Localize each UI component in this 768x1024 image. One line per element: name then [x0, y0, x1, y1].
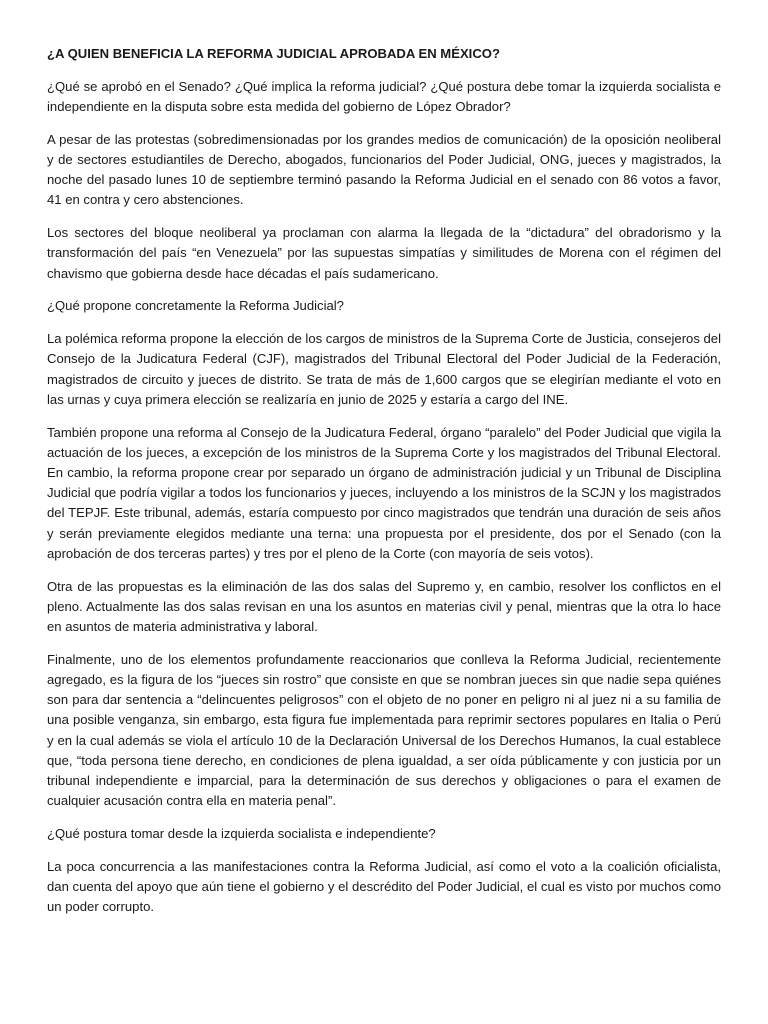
paragraph-intro-questions: ¿Qué se aprobó en el Senado? ¿Qué implica la reforma judicial? ¿Qué postura debe tomar la izquierda socialista e independiente en la disputa sobre esta medida del gobierno de López Obrador?	[47, 78, 721, 114]
paragraph-supreme-court-chambers: Otra de las propuestas es la eliminación de las dos salas del Supremo y, en cambio, resolver los conflictos en el pleno. Actualmente las dos salas revisan en una los asuntos en materias civil y penal, mientras que la otra lo hace en asuntos de materia administrativa y laboral.	[47, 578, 721, 635]
document-title: ¿A QUIEN BENEFICIA LA REFORMA JUDICIAL APROBADA EN MÉXICO?	[47, 46, 500, 61]
section-heading-proposal: ¿Qué propone concretamente la Reforma Judicial?	[47, 298, 344, 314]
paragraph-conclusion: La poca concurrencia a las manifestaciones contra la Reforma Judicial, así como el voto a la coalición oficialista, dan cuenta del apoyo que aún tiene el gobierno y el descrédito del Poder Judicial, el cual es visto por muchos como un poder corrupto.	[47, 858, 721, 915]
section-heading-stance: ¿Qué postura tomar desde la izquierda socialista e independiente?	[47, 826, 436, 842]
document-body	[47, 44, 721, 930]
paragraph-faceless-judges: Finalmente, uno de los elementos profundamente reaccionarios que conlleva la Reforma Judicial, recientemente agregado, es la figura de los “jueces sin rostro” que consiste en que se nombran jueces sin que nadie sepa quiénes son para dar sentencia a “delincuentes peligrosos” con el objeto de no poner en peligro ni al juez ni a su familia de una posible venganza, sin embargo, esta figura fue implementada para reprimir sectores populares en Italia o Perú y en la cual además se viola el artículo 10 de la Declaración Universal de los Derechos Humanos, la cual establece que, “toda persona tiene derecho, en condiciones de plena igualdad, a ser oída públicamente y con justicia por un tribunal independiente e imparcial, para la determinación de sus derechos y obligaciones o para el examen de cualquier acusación contra ella en materia penal”.	[47, 651, 721, 809]
paragraph-neoliberal-bloc: Los sectores del bloque neoliberal ya proclaman con alarma la llegada de la “dictadura” del obradorismo y la transformación del país “en Venezuela” por las supuestas simpatías y similitudes de Morena con el régimen del chavismo que gobierna desde hace décadas el país sudamericano.	[47, 225, 721, 281]
paragraph-senate-vote: A pesar de las protestas (sobredimensionadas por los grandes medios de comunicación) de la oposición neoliberal y de sectores estudiantiles de Derecho, abogados, funcionarios del Poder Judicial, ONG, jueces y magistrados, la noche del pasado lunes 10 de septiembre terminó pasando la Reforma Judicial en el senado con 86 votos a favor, 41 en contra y cero abstenciones.	[47, 131, 721, 208]
paragraph-judicature-council: También propone una reforma al Consejo de la Judicatura Federal, órgano “paralelo” del Poder Judicial que vigila la actuación de los jueces, a excepción de los ministros de la Suprema Corte y los magistrados del Tribunal Electoral. En cambio, la reforma propone crear por separado un órgano de administración judicial y un Tribunal de Disciplina Judicial que podría vigilar a todos los funcionarios y jueces, incluyendo a los ministros de la SCJN y los magistrados del TEPJF. Este tribunal, además, estaría compuesto por cinco magistrados que tendrán una duración de seis años y serán previamente elegidos mediante una terna: una propuesta por el presidente, dos por el Senado (con la aprobación de dos terceras partes) y tres por el pleno de la Corte (con mayoría de seis votos).	[47, 424, 721, 561]
paragraph-election-of-posts: La polémica reforma propone la elección de los cargos de ministros de la Suprema Corte de Justicia, consejeros del Consejo de la Judicatura Federal (CJF), magistrados del Tribunal Electoral del Poder Judicial de la Federación, magistrados de circuito y jueces de distrito. Se trata de más de 1,600 cargos que se elegirían mediante el voto en las urnas y cuya primera elección se realizaría en junio de 2025 y estaría a cargo del INE.	[47, 331, 721, 407]
